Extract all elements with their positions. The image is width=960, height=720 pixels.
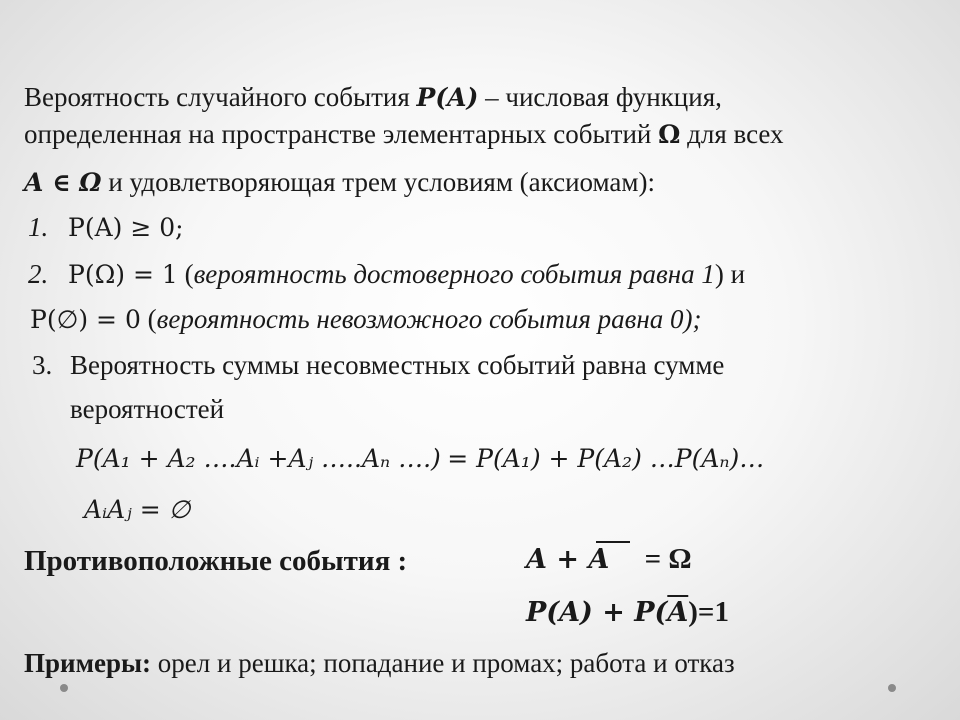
axiom-formula: P(A) ≥ 0; <box>68 213 184 242</box>
corner-dot-right <box>888 684 896 692</box>
axiom-number: 1. <box>28 212 49 242</box>
axiom-2: 2. P(Ω) = 1 (вероятность достоверного события равна 1) и <box>28 259 746 289</box>
definition-line-2 <box>24 121 784 148</box>
definition-text-end: – числовая функция, <box>478 82 722 112</box>
definition-line-1 <box>24 84 722 111</box>
sum-condition <box>84 496 190 523</box>
axiom-note: вероятность достоверного события равна 1 <box>193 259 715 289</box>
a-in-omega-formula: A ∈ Ω <box>24 168 102 197</box>
formula2-left: P(A) + P( <box>526 597 668 628</box>
opposite-formula-right: = Ω <box>637 543 692 575</box>
opposite-formula <box>526 545 692 574</box>
definition-text-3: и удовлетворяющая трем условиям (аксиомам): <box>101 167 655 197</box>
axiom-note: вероятность невозможного события равна 0); <box>156 304 702 334</box>
sum-formula <box>76 446 764 472</box>
sum-formula-left: P(A₁ + A₂ ….Aᵢ +Aⱼ …..Aₙ ….) <box>76 444 441 473</box>
axiom-text-2: вероятностей <box>70 394 225 424</box>
examples-text: орел и решка; попадание и промах; работа и отказ <box>151 648 735 678</box>
axiom-formula: P(∅) = 0 <box>30 305 141 334</box>
formula2-right: )=1 <box>688 596 729 628</box>
opposite-formula-left: A + A <box>526 544 610 575</box>
axiom-2-empty-set: P(∅) = 0 (вероятность невозможного события равна 0); <box>30 304 702 334</box>
opposite-formula-2 <box>526 598 729 627</box>
formula2-bar: $\overline{A}$ <box>667 597 689 628</box>
examples-label: Примеры: <box>24 648 152 678</box>
omega-symbol: Ω <box>658 120 681 149</box>
p-a-formula: P(A) <box>416 83 479 112</box>
definition-line-3 <box>24 169 655 196</box>
definition-text-2: определенная на пространстве элементарных событий <box>24 119 659 149</box>
examples-line <box>24 650 735 677</box>
axiom-1 <box>28 214 184 241</box>
axiom-number: 3. <box>32 350 53 380</box>
corner-dot-left <box>60 684 68 692</box>
axiom-number: 2. <box>28 259 49 289</box>
axiom-3 <box>32 352 724 379</box>
sum-condition-formula: AᵢAⱼ = ∅ <box>84 495 191 524</box>
axiom-3-line-2 <box>70 396 224 423</box>
opposite-label: Противоположные события : <box>24 545 408 577</box>
definition-text: Вероятность случайного события <box>24 82 417 112</box>
complement-bar <box>596 541 630 543</box>
opposite-events-line <box>24 543 692 577</box>
axiom-formula: P(Ω) = 1 <box>68 260 178 289</box>
axiom-text: Вероятность суммы несовместных событий равна сумме <box>70 350 725 380</box>
axiom-tail: и <box>723 259 746 289</box>
definition-text-2-end: для всех <box>680 119 784 149</box>
sum-formula-right: = P(A₁) + P(A₂) …P(Aₙ)… <box>447 444 765 473</box>
